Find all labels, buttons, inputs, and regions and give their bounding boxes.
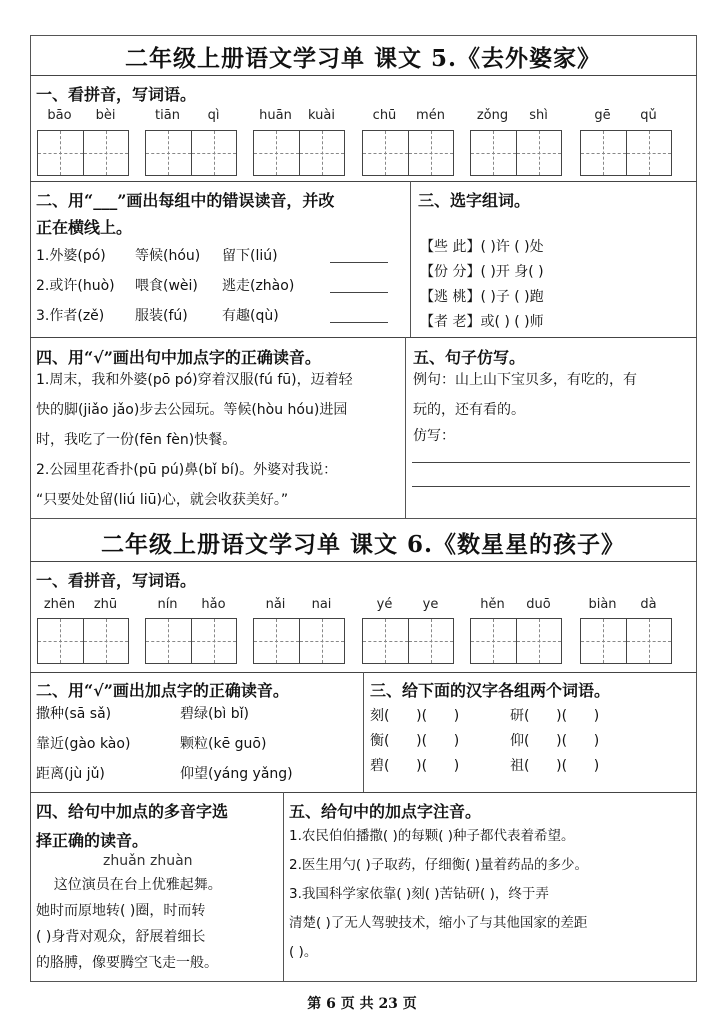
answer-line[interactable] [412,486,690,487]
pinyin-label: dà [640,597,657,612]
ws1-s5-text [413,365,637,447]
writing-grid[interactable] [253,130,345,176]
pinyin-label: chū [372,108,397,123]
pinyin-choice[interactable]: 碧绿(bì bǐ) [180,706,249,722]
ws1-s3-rows [420,235,544,335]
writing-grid[interactable] [145,618,237,664]
worksheet-2-title: 二年级上册语文学习单 课文 6.《数星星的孩子》 [100,531,626,558]
example-line: 例句：山上山下宝贝多，有吃的，有 [413,372,637,388]
pinyin-label: zhū [93,597,118,612]
word-blank[interactable]: 刻( )( ) [370,708,460,724]
pinyin-label: shì [529,108,548,123]
pinyin-item[interactable]: 逃走(zhào) [222,278,295,294]
pinyin-label: qǔ [640,108,657,123]
writing-grid[interactable] [470,618,562,664]
pinyin-item[interactable]: 1.外婆(pó) [36,248,106,264]
pinyin-label: nín [157,597,178,612]
text-line[interactable]: 清楚( )了无人驾驶技术，缩小了与其他国家的差距 [289,915,588,931]
ws1-s3-heading: 三、选字组词。 [418,191,531,210]
writing-grid[interactable] [470,130,562,176]
text-line[interactable]: 快的脚(jiǎo jǎo)步去公园玩。等候(hòu hóu)进园 [36,402,348,418]
pinyin-label: duō [526,597,551,612]
pinyin-label: bāo [47,108,72,123]
ws1-s5-heading: 五、句子仿写。 [413,348,526,367]
ws2-s4-heading: 四、给句中加点的多音字选 [36,802,229,821]
ws1-s2-heading: 二、用“___”画出每组中的错误读音，并改 [36,191,335,210]
ws2-s1-heading: 一、看拼音，写词语。 [36,571,197,590]
text-line: 这位演员在台上优雅起舞。 [36,877,222,893]
word-blank[interactable]: 仰( )( ) [510,733,600,749]
pinyin-item[interactable]: 喂食(wèi) [135,278,198,294]
pinyin-item[interactable]: 服装(fú) [135,308,188,324]
word-blank[interactable]: 祖( )( ) [510,758,600,774]
text-line[interactable]: 3.我国科学家依靠( )刻( )苦钻研( )，终于弄 [289,886,549,902]
ws2-s4-pinyin: zhuǎn zhuàn [103,853,193,869]
ws2-s2-heading: 二、用“√”画出加点字的正确读音。 [36,681,289,700]
word-blank[interactable]: 碧( )( ) [370,758,460,774]
text-line[interactable]: 2.医生用勺( )子取药，仔细衡( )量着药品的多少。 [289,857,589,873]
pinyin-choice[interactable]: 撒种(sā sǎ) [36,706,112,722]
text-line[interactable]: 1.周末，我和外婆(pō pó)穿着汉服(fú fū)，迈着轻 [36,372,353,388]
text-line[interactable]: ( )身背对观众，舒展着细长 [36,929,206,945]
ws2-s4-text [36,872,222,976]
writing-grid[interactable] [580,130,672,176]
pinyin-label: zǒng [476,108,509,123]
correction-line[interactable] [330,292,388,293]
pinyin-label: huān [259,108,292,123]
word-choice-row[interactable]: 【者 老】或( ) ( )师 [420,314,544,330]
writing-grid[interactable] [37,618,129,664]
text-line[interactable]: 1.农民伯伯播撒( )的每颗( )种子都代表着希望。 [289,828,575,844]
pinyin-item[interactable]: 2.或许(huò) [36,278,115,294]
pinyin-item[interactable]: 等候(hóu) [135,248,201,264]
text-line: 的胳膊，像要腾空飞走一般。 [36,955,218,971]
pinyin-label: hěn [480,597,505,612]
text-line[interactable]: 她时而原地转( )圈，时而转 [36,903,206,919]
writing-grid[interactable] [362,618,454,664]
ws2-s5-heading: 五、给句中的加点字注音。 [289,802,482,821]
pinyin-item[interactable]: 留下(liú) [222,248,278,264]
correction-line[interactable] [330,262,388,263]
pinyin-label: hǎo [201,597,226,612]
word-blank[interactable]: 衡( )( ) [370,733,460,749]
pinyin-choice[interactable]: 颗粒(kē guō) [180,736,267,752]
text-line[interactable]: ( )。 [289,944,318,960]
pinyin-label: nai [311,597,332,612]
ws1-s4-text [36,365,353,515]
ws1-s2-heading-cont: 正在横线上。 [36,218,133,237]
ws1-s1-heading: 一、看拼音，写词语。 [36,85,197,104]
ws2-s3-heading: 三、给下面的汉字各组两个词语。 [370,681,611,700]
example-line: 玩的，还有看的。 [413,402,525,418]
word-choice-row[interactable]: 【份 分】( )开 身( ) [420,264,544,280]
pinyin-label: mén [416,108,445,123]
worksheet-1-title: 二年级上册语文学习单 课文 5.《去外婆家》 [124,45,602,72]
writing-grid[interactable] [580,618,672,664]
writing-grid[interactable] [37,130,129,176]
imitate-label: 仿写： [413,428,455,444]
answer-line[interactable] [412,462,690,463]
pinyin-label: yé [376,597,393,612]
pinyin-label: zhēn [43,597,76,612]
writing-grid[interactable] [145,130,237,176]
text-line[interactable]: 时，我吃了一份(fēn fèn)快餐。 [36,432,237,448]
ws2-s4-heading-cont: 择正确的读音。 [36,831,149,850]
pinyin-label: qì [207,108,220,123]
word-blank[interactable]: 研( )( ) [510,708,600,724]
ws1-s4-heading: 四、用“√”画出句中加点字的正确读音。 [36,348,321,367]
pinyin-choice[interactable]: 靠近(gào kào) [36,736,131,752]
pinyin-label: ye [422,597,439,612]
word-choice-row[interactable]: 【些 此】( )许 ( )处 [420,239,544,255]
pinyin-item[interactable]: 有趣(qù) [222,308,279,324]
pinyin-item[interactable]: 3.作者(zě) [36,308,105,324]
pinyin-label: tiān [155,108,180,123]
page-footer: 第 6 页 共 23 页 [307,996,417,1012]
correction-line[interactable] [330,322,388,323]
pinyin-label: bèi [95,108,116,123]
text-line[interactable]: 2.公园里花香扑(pū pú)鼻(bǐ bí)。外婆对我说： [36,462,338,478]
pinyin-choice[interactable]: 仰望(yáng yǎng) [180,766,293,782]
writing-grid[interactable] [362,130,454,176]
pinyin-label: kuài [308,108,335,123]
pinyin-label: nǎi [265,597,286,612]
pinyin-label: biàn [588,597,617,612]
pinyin-choice[interactable]: 距离(jù jǔ) [36,766,105,782]
ws2-s5-text [289,822,588,967]
text-line[interactable]: “只要处处留(liú liū)心，就会收获美好。” [36,492,289,508]
writing-grid[interactable] [253,618,345,664]
word-choice-row[interactable]: 【逃 桃】( )子 ( )跑 [420,289,544,305]
pinyin-label: gē [594,108,611,123]
